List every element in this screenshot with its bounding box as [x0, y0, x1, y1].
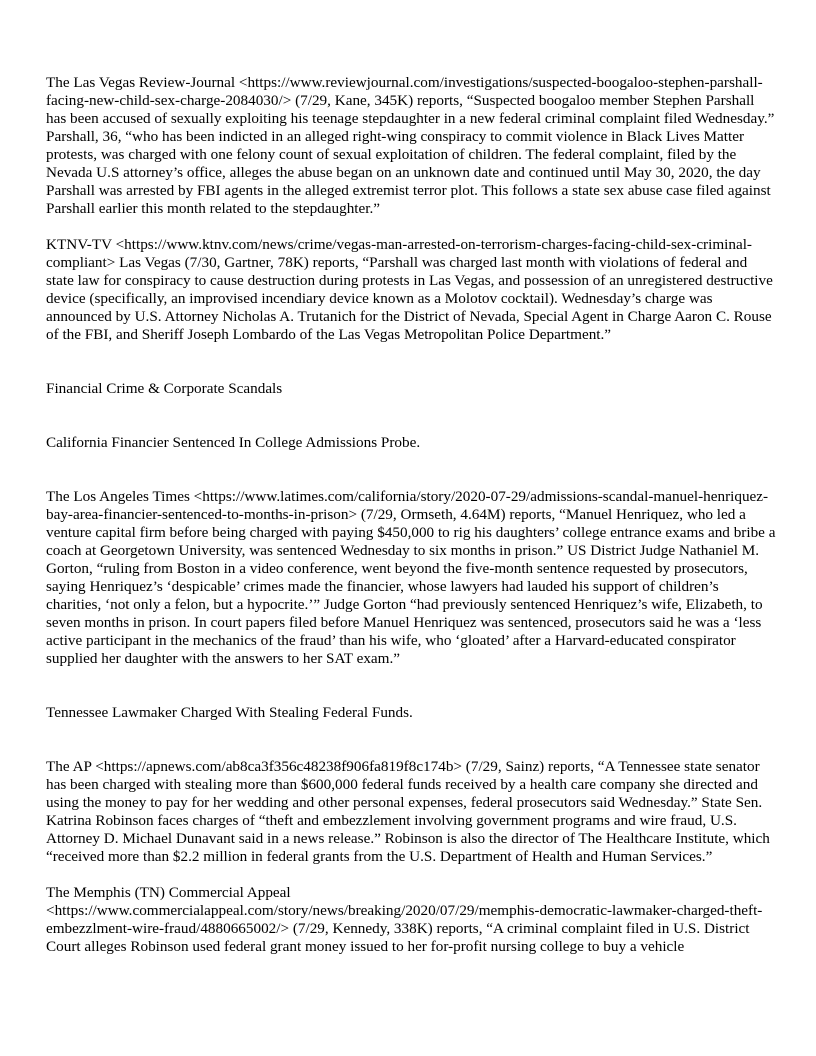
article-paragraph-commercial-appeal: The Memphis (TN) Commercial Appeal <https://www.commercialappeal.com/story/news/breaking/2020/07/29/memphis-democratic-lawmaker-charged-theft-embezzlment-wire-fraud/4880665002/> (7/29, Kennedy, 338K) reports, “A criminal complaint filed in U.S. District Court alleges Robinson used federal grant money issued to her for-profit nursing college to buy a vehicle: [46, 884, 763, 955]
article-paragraph-la-times: The Los Angeles Times <https://www.latimes.com/california/story/2020-07-29/admissions-scandal-manuel-henriquez-bay-area-financier-sentenced-to-months-in-prison> (7/29, Ormseth, 4.64M) reports, “Manuel Henriquez, who led a venture capital firm before being charged with paying $450,000 to rig his daughters’ college entrance exams and bribe a coach at Georgetown University, was sentenced Wednesday to six months in prison.” US District Judge Nathaniel M. Gorton, “ruling from Boston in a video conference, went beyond the five-month sentence requested by prosecutors, saying Henriquez’s ‘despicable’ crimes made the financier, whose lawyers had lauded his support of children’s charities, ‘not only a felon, but a hypocrite.’” Judge Gorton “had previously sentenced Henriquez’s wife, Elizabeth, to seven months in prison. In court papers filed before Manuel Henriquez was sentenced, prosecutors said he was a ‘less active participant in the mechanics of the fraud’ than his wife, who ‘gloated’ after a Harvard-educated conspirator supplied her daughter with the answers to her SAT exam.”: [46, 488, 776, 667]
document-page: [46, 74, 776, 974]
story-headline-california: California Financier Sentenced In College Admissions Probe.: [46, 434, 421, 451]
story-headline-tennessee: Tennessee Lawmaker Charged With Stealing Federal Funds.: [46, 704, 413, 721]
article-paragraph-ktnv: KTNV-TV <https://www.ktnv.com/news/crime/vegas-man-arrested-on-terrorism-charges-facing-child-sex-criminal-compliant> Las Vegas (7/30, Gartner, 78K) reports, “Parshall was charged last month with violations of federal and state law for conspiracy to cause destruction during protests in Las Vegas, and possession of an unregistered destructive device (specifically, an improvised incendiary device known as a Molotov cocktail). Wednesday’s charge was announced by U.S. Attorney Nicholas A. Trutanich for the District of Nevada, Special Agent in Charge Aaron C. Rouse of the FBI, and Sheriff Joseph Lombardo of the Las Vegas Metropolitan Police Department.”: [46, 236, 773, 343]
section-heading: Financial Crime & Corporate Scandals: [46, 380, 283, 397]
article-paragraph-review-journal: The Las Vegas Review-Journal <https://www.reviewjournal.com/investigations/suspected-boogaloo-stephen-parshall-facing-new-child-sex-charge-2084030/> (7/29, Kane, 345K) reports, “Suspected boogaloo member Stephen Parshall has been accused of sexually exploiting his teenage stepdaughter in a new federal criminal complaint filed Wednesday.” Parshall, 36, “who has been indicted in an alleged right-wing conspiracy to commit violence in Black Lives Matter protests, was charged with one felony count of sexual exploitation of children. The federal complaint, filed by the Nevada U.S attorney’s office, alleges the abuse began on an unknown date and continued until May 30, 2020, the day Parshall was arrested by FBI agents in the alleged extremist terror plot. This follows a state sex abuse case filed against Parshall earlier this month related to the stepdaughter.”: [46, 74, 775, 217]
article-paragraph-ap: The AP <https://apnews.com/ab8ca3f356c48238f906fa819f8c174b> (7/29, Sainz) reports, “A Tennessee state senator has been charged with stealing more than $600,000 federal funds received by a health care company she directed and using the money to pay for her wedding and other personal expenses, federal prosecutors said Wednesday.” State Sen. Katrina Robinson faces charges of “theft and embezzlement involving government programs and wire fraud, U.S. Attorney D. Michael Dunavant said in a news release.” Robinson is also the director of The Healthcare Institute, which “received more than $2.2 million in federal grants from the U.S. Department of Health and Human Services.”: [46, 758, 770, 865]
